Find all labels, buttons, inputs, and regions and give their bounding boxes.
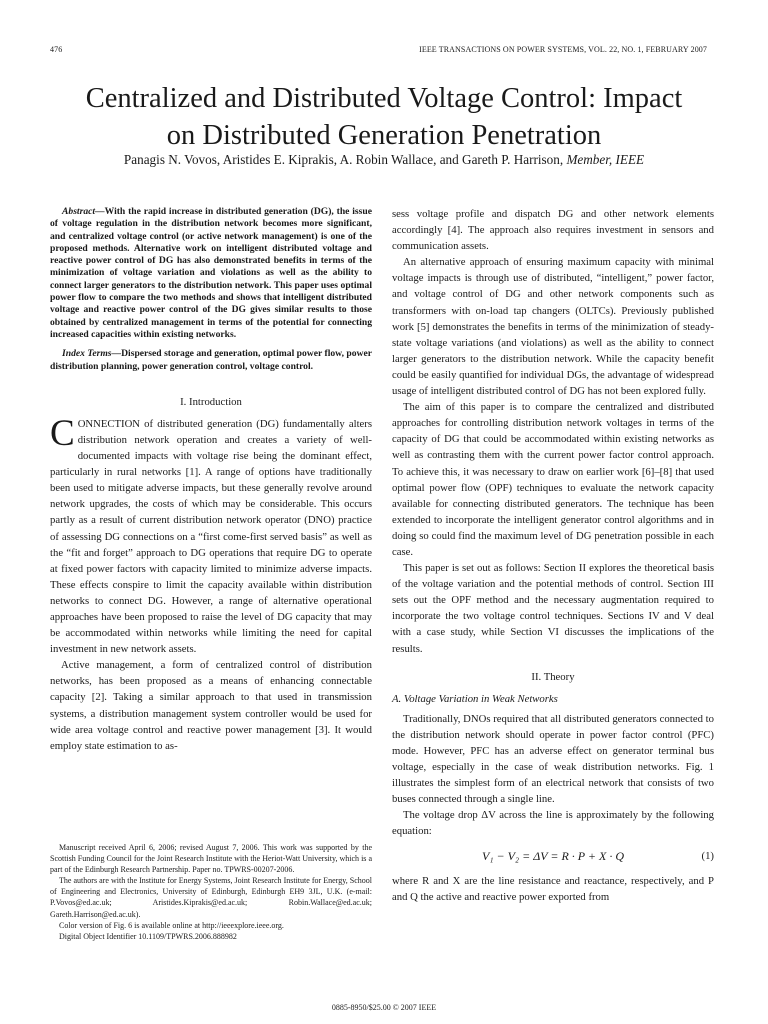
intro-paragraph-3: An alternative approach of ensuring maximum capacity with minimal voltage impacts is through use of distributed, “intelligent,” power factor, and voltage control of DG and other network components such as transformers with on-load tap changers (OLTCs). Previously published work [5] demonstrates the benefits in terms of the minimization of steady-state voltage variations (and violations) as well as the ability to connect larger generators to the distribution network. While the capacity benefit could be easily quantified for individual DGs, the advantage of widespread usage of intelligent distributed control of DG has not been explored fully. <box>392 256 714 398</box>
intro-paragraph-2: Active management, a form of centralized control of distribution networks, has been proposed as a means of enhancing connectable capacity [2]. Taking a similar approach to that used in transmission systems, a distribution management system controller would be used for wide area voltage control and reactive power management [3]. It would employ state estimation to as- <box>50 659 372 752</box>
equation-1-expression: V₁ − V₂ = ΔV = R · P + X · Q <box>482 849 624 864</box>
section-heading-theory: II. Theory <box>531 670 575 683</box>
index-terms-label: Index Terms— <box>62 348 122 360</box>
drop-cap: C <box>50 412 75 454</box>
intro-paragraph-1 <box>50 412 372 657</box>
abstract <box>50 206 372 341</box>
footnote-color-version: Color version of Fig. 6 is available online at http://ieeexplore.ieee.org. <box>59 920 284 930</box>
intro-paragraph-4: The aim of this paper is to compare the centralized and distributed approaches for controlling distribution network voltages in terms of the capacity of DG that could be accommodated within existing networks as well as contrasting them with the current power factor control approach. To achieve this, it was necessary to draw on earlier work [6]–[8] that used optimal power flow (OPF) techniques to evaluate the network capacity available for connecting distributed generators. The technique has been extended to incorporate the intelligent generator control algorithms and in doing so could find the maximum level of DG penetration possible in each case. <box>392 401 714 558</box>
paper-title <box>0 80 768 154</box>
author-list <box>0 151 768 169</box>
footnote-affiliation: The authors are with the Institute for Energy Systems, Joint Research Institute for Energy, School of Engineering and Electronics, University of Edinburgh, Edinburgh EH9 3JL, U.K. (e-mail: P.Vovos@ed.ac.uk; Aristides.Kiprakis@ed.ac.uk; Robin.Wallace@ed.ac.uk; Gareth.Harrison@ed.ac.uk). <box>50 876 372 919</box>
author-membership: Member, IEEE <box>566 152 645 167</box>
left-column <box>50 206 372 754</box>
copyright-line: 0885-8950/$25.00 © 2007 IEEE <box>331 1003 437 1012</box>
index-terms-text: Dispersed storage and generation, optimal power flow, power distribution planning, power generation control, voltage control. <box>50 348 372 372</box>
author-names: Panagis N. Vovos, Aristides E. Kiprakis, A. Robin Wallace, and Gareth P. Harrison, <box>123 152 564 167</box>
abstract-text: With the rapid increase in distributed generation (DG), the issue of voltage regulation in the distribution network becomes more significant, and centralized voltage control (or active network management) is one of the proposed methods. Alternative work on intelligent distributed voltage and reactive power control of DG has also demonstrated benefits in terms of the minimization of voltage variation and violations as well as the ability to connect larger generators to the distribution network. This paper uses optimal power flow to compare the two methods and shows that intelligent distributed voltage and reactive power control of the DG gives similar results to those obtained by centralized management in terms of the potential for connecting increased capacities within existing networks. <box>50 206 372 340</box>
right-column <box>392 206 714 906</box>
intro-paragraph-5: This paper is set out as follows: Section II explores the theoretical basis of the voltage variation and the potential methods of control. Section III sets out the OPF method and the necessary augmentation required to incorporate the two voltage control techniques. Sections IV and V deal with a case study, while Section VI discusses the implications of the results. <box>392 562 714 655</box>
intro-paragraph-2-continued: sess voltage profile and dispatch DG and other network elements accordingly [4]. The approach also requires investment in sensors and communication assets. <box>392 208 714 253</box>
subsection-heading-voltage-variation: A. Voltage Variation in Weak Networks <box>392 692 558 705</box>
equation-1-number: (1) <box>701 850 714 863</box>
section-heading-introduction: I. Introduction <box>180 395 242 408</box>
theory-paragraph-3: where R and X are the line resistance and reactance, respectively, and P and Q the active and reactive power exported from <box>392 875 714 904</box>
equation-1 <box>392 839 714 873</box>
footnote-manuscript: Manuscript received April 6, 2006; revised August 7, 2006. This work was supported by the Scottish Funding Council for the Joint Research Institute with the Heriot-Watt University, which is a part of the Edinburgh Research Partnership. Paper no. TPWRS-00207-2006. <box>50 843 372 875</box>
theory-paragraph-1: Traditionally, DNOs required that all distributed generators connected to the distribution network should operate in power factor control (PFC) mode. However, PFC has an adverse effect on generator terminal bus voltage, especially in the case of weak distribution networks. Fig. 1 illustrates the simplest form of an electrical network that consists of two buses connected through a single line. <box>392 712 714 806</box>
paper-title-line-2: on Distributed Generation Penetration <box>166 120 602 151</box>
footnotes <box>50 842 372 942</box>
abstract-label: Abstract— <box>62 206 105 217</box>
page-number: 476 <box>50 45 63 54</box>
index-terms <box>50 348 372 373</box>
intro-paragraph-1-text: ONNECTION of distributed generation (DG) fundamentally alters distribution network operation and creates a variety of well-documented impacts with voltage rise being the dominant effect, particularly in rural networks [1]. A range of options have traditionally been used to mitigate adverse impacts, but these generally revolve around network upgrades, the costs of which may be considerable. This occurs partly as a result of current distribution network operator (DNO) practice of assessing DG connections on a “first come-first served basis” as well as the “fit and forget” approach to DG operations that require DG to operate at fixed power factors with capacity limited to minimize adverse impacts. These effects conspire to limit the capacity available within distribution networks to connect DG. However, a range of alternative operational approaches have been proposed to raise the level of DG capacity that may be accommodated within networks while limiting the need for capital investment in new network assets. <box>50 417 372 656</box>
journal-running-head: IEEE TRANSACTIONS ON POWER SYSTEMS, VOL. 22, NO. 1, FEBRUARY 2007 <box>419 45 707 54</box>
theory-paragraph-2: The voltage drop ΔV across the line is approximately by the following equation: <box>392 809 714 838</box>
paper-title-line-1: Centralized and Distributed Voltage Control: Impact <box>85 83 683 114</box>
footnote-doi: Digital Object Identifier 10.1109/TPWRS.2006.888982 <box>59 931 237 941</box>
